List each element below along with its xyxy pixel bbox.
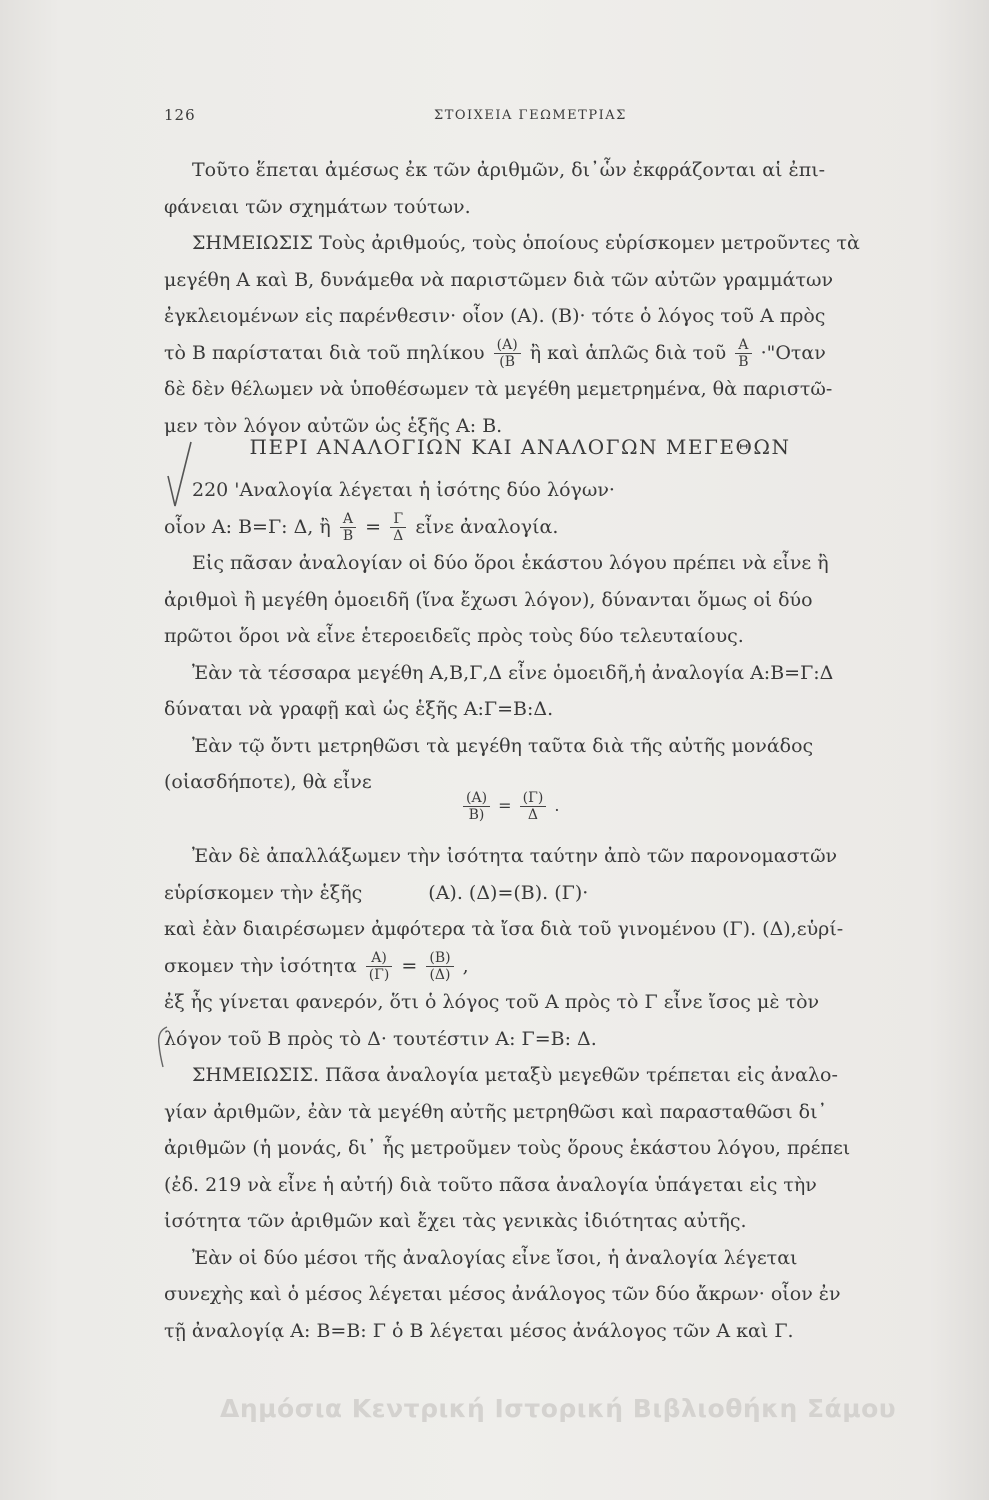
text-line: Εἰς πᾶσαν ἀναλογίαν οἱ δύο ὅροι ἑκάστου λόγου πρέπει νὰ εἶνε ἢ [192,552,829,574]
text-line: καὶ ἐὰν διαιρέσωμεν ἀμφότερα τὰ ἴσα διὰ τοῦ γινομένου (Γ). (Δ),εὑρί- [164,918,844,940]
fraction-denominator: (Δ) [429,967,451,983]
text-fragment: ἢ καὶ ἁπλῶς διὰ τοῦ [529,341,727,364]
text-line: ἀριθμῶν (ἡ μονάς, δι᾽ ἧς μετροῦμεν τοὺς ὅρους ἑκάστου λόγου, πρέπει [164,1137,851,1159]
fraction-denominator: Β [342,528,354,544]
fraction-numerator: Α [340,511,356,528]
period: . [554,796,560,815]
fraction-numerator: Γ [390,511,406,528]
text-line: (οἱασδήποτε), θὰ εἶνε [164,771,372,793]
text-line-with-fractions [164,948,884,985]
fraction [390,511,406,544]
text-line: ΣΗΜΕΙΩΣΙΣ. Πᾶσα ἀναλογία μεταξὺ μεγεθῶν τρέπεται εἰς ἀναλο- [192,1064,838,1086]
text-line: Ἐὰν δὲ ἀπαλλάξωμεν τὴν ἰσότητα ταύτην ἀπὸ τῶν παρονομαστῶν [192,845,838,867]
fraction [340,511,356,544]
fraction-numerator: (Β) [426,950,453,967]
proportion-equation [460,790,559,823]
fraction-denominator: Δ [393,528,404,544]
text-fragment: εἶνε ἀναλογία. [415,515,559,538]
fraction-denominator: Β [738,354,749,370]
text-line: (ἐδ. 219 νὰ εἶνε ἡ αὐτή) διὰ τοῦτο πᾶσα ἀναλογία ὑπάγεται εἰς τὴν [164,1173,817,1196]
fraction-numerator: (Α) [463,790,490,807]
text-line-with-fractions [164,509,884,546]
fraction [366,950,393,983]
text-line: Ἐὰν οἱ δύο μέσοι τῆς ἀναλογίας εἶνε ἴσοι, ἡ ἀναλογία λέγεται [192,1246,798,1269]
equals-sign: = [401,954,418,977]
text-line: μεγέθη Α καὶ Β, δυνάμεθα νὰ παριστῶμεν διὰ τῶν αὐτῶν γραμμάτων [164,268,833,291]
fraction [463,790,490,823]
fraction-denominator: Δ [527,807,539,823]
running-head: ΣΤΟΙΧΕΙΑ ΓΕΩΜΕΤΡΙΑΣ [434,108,627,123]
text-line: γίαν ἀριθμῶν, ἐὰν τὰ μεγέθη αὐτῆς μετρηθῶσι καὶ παρασταθῶσι δι᾽ [164,1100,828,1123]
library-watermark: Δημόσια Κεντρική Ιστορική Βιβλιοθήκη Σάμου [220,1394,897,1423]
equals-sign: = [365,515,382,538]
text-line: λόγον τοῦ Β πρὸς τὸ Δ· τουτέστιν Α: Γ=Β: Δ. [164,1027,597,1050]
equals-sign: = [498,796,512,815]
text-line: συνεχὴς καὶ ὁ μέσος λέγεται μέσος ἀνάλογος τῶν δύο ἄκρων· οἷον ἐν [164,1283,841,1305]
fraction-denominator: Β) [468,807,485,823]
text-line: ἀριθμοὶ ἢ μεγέθη ὁμοειδῆ (ἵνα ἔχωσι λόγον), δύνανται ὅμως οἱ δύο [164,588,813,611]
text-line: 220 'Αναλογία λέγεται ἡ ἰσότης δύο λόγων· [192,479,615,501]
fraction-numerator: Α [735,337,751,354]
text-line: ΣΗΜΕΙΩΣΙΣ Τοὺς ἀριθμούς, τοὺς ὁποίους εὑρίσκομεν μετροῦντες τὰ [192,232,860,254]
text-line: Ἐὰν τῷ ὄντι μετρηθῶσι τὰ μεγέθη ταῦτα διὰ τῆς αὐτῆς μονάδος [192,734,814,757]
text-fragment: εὑρίσκομεν τὴν ἑξῆς [164,881,363,904]
text-line: Ἐὰν τὰ τέσσαρα μεγέθη Α,Β,Γ,Δ εἶνε ὁμοειδῆ,ἡ ἀναλογία Α:Β=Γ:Δ [192,661,834,684]
text-line: τῇ ἀναλογίᾳ Α: Β=Β: Γ ὁ Β λέγεται μέσος ἀνάλογος τῶν Α καὶ Γ. [164,1319,794,1342]
fraction [735,337,751,370]
comma: , [462,954,469,977]
equation-inline: (Α). (Δ)=(Β). (Γ)· [428,881,589,904]
text-line: μεν τὸν λόγον αὐτῶν ὡς ἑξῆς Α: Β. [164,414,503,437]
fraction [426,950,453,983]
text-line: Τοῦτο ἕπεται ἀμέσως ἐκ τῶν ἀριθμῶν, δι᾽ὧν ἐκφράζονται αἱ ἐπι- [192,159,826,181]
paragraph-block-2 [164,472,884,801]
text-line: δύναται νὰ γραφῇ καὶ ὡς ἑξῆς Α:Γ=Β:Δ. [164,698,554,720]
text-line: φάνειαι τῶν σχημάτων τούτων. [164,195,471,218]
text-line: δὲ δὲν θέλωμεν νὰ ὑποθέσωμεν τὰ μεγέθη μεμετρημένα, θὰ παριστῶ- [164,378,833,400]
fraction-denominator: (Β [499,354,516,370]
fraction [520,790,547,823]
page-number: 126 [164,106,196,124]
fraction-denominator: (Γ) [368,967,390,983]
text-line: ἰσότητα τῶν ἀριθμῶν καὶ ἔχει τὰς γενικὰς ἰδιότητας αὐτῆς. [164,1210,747,1232]
text-line [164,875,884,912]
text-fragment: τὸ Β παρίσταται διὰ τοῦ πηλίκου [164,341,485,364]
bracket-mark-icon [155,1025,171,1069]
text-line: ἐξ ἧς γίνεται φανερόν, ὅτι ὁ λόγος τοῦ Α πρὸς τὸ Γ εἶνε ἴσος μὲ τὸν [164,991,820,1013]
text-fragment: σκομεν τὴν ἰσότητα [164,954,357,977]
text-line-with-fractions [164,335,884,372]
paragraph-block-3 [164,838,884,1349]
fraction-numerator: (Γ) [520,790,547,807]
text-fragment: οἷον Α: Β=Γ: Δ, ἢ [164,515,331,538]
text-line: πρῶτοι ὅροι νὰ εἶνε ἑτεροειδεῖς πρὸς τοὺς δύο τελευταίους. [164,625,744,647]
page-header [164,106,884,136]
fraction-numerator: (Α) [494,337,521,354]
fraction [494,337,521,370]
section-title: ΠΕΡΙ ΑΝΑΛΟΓΙΩΝ ΚΑΙ ΑΝΑΛΟΓΩΝ ΜΕΓΕΘΩΝ [249,435,791,459]
text-line: ἐγκλειομένων εἰς παρένθεσιν· οἷον (Α). (Β)· τότε ὁ λόγος τοῦ Α πρὸς [164,305,826,327]
text-fragment: ·"Οταν [760,341,826,364]
fraction-numerator: Α) [366,950,393,967]
paragraph-block-1 [164,152,884,444]
